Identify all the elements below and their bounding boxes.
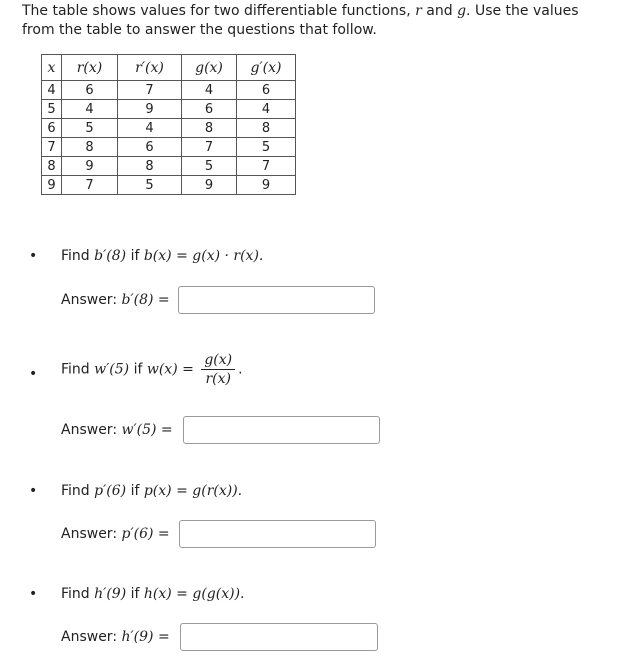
table-cell: 9 bbox=[62, 157, 118, 176]
table-cell: 9 bbox=[237, 176, 296, 195]
question-2 bbox=[61, 351, 243, 388]
intro-text-2: . Use the values from the table to answer the questions that follow. bbox=[22, 3, 579, 38]
definition-rhs: g(x) · r(x). bbox=[192, 248, 264, 264]
bullet-3: • bbox=[29, 483, 38, 499]
definition-lhs: h(x) bbox=[143, 586, 172, 602]
fraction-numerator: g(x) bbox=[201, 351, 235, 370]
answer-label-2 bbox=[61, 422, 173, 438]
if-label: if bbox=[126, 248, 144, 264]
definition-rhs: g(r(x)). bbox=[192, 483, 243, 499]
header-g-prime: g′(x) bbox=[237, 55, 296, 81]
instructions-text bbox=[22, 2, 602, 40]
find-label: Find bbox=[61, 586, 95, 602]
answer-expr: p′(6) bbox=[121, 526, 154, 542]
definition-rhs: g(g(x)). bbox=[192, 586, 245, 602]
intro-g: g bbox=[457, 3, 467, 19]
table-cell: 4 bbox=[237, 100, 296, 119]
table-cell: 4 bbox=[62, 100, 118, 119]
table-row bbox=[42, 119, 296, 138]
answer-expr: h′(9) bbox=[121, 629, 154, 645]
bullet-2: • bbox=[29, 366, 38, 382]
question-target: p′(6) bbox=[94, 483, 127, 499]
table-cell: 8 bbox=[237, 119, 296, 138]
table-cell: 4 bbox=[182, 81, 237, 100]
question-target: h′(9) bbox=[94, 586, 127, 602]
definition-lhs: p(x) bbox=[143, 483, 172, 499]
table-cell: 8 bbox=[182, 119, 237, 138]
table-cell: 5 bbox=[62, 119, 118, 138]
question-target: b′(8) bbox=[94, 248, 127, 264]
equals-sign: = bbox=[171, 483, 193, 499]
table-row bbox=[42, 138, 296, 157]
table-row bbox=[42, 100, 296, 119]
values-table bbox=[41, 54, 296, 195]
bullet-4: • bbox=[29, 586, 38, 602]
header-r-prime: r′(x) bbox=[118, 55, 182, 81]
table-cell: 7 bbox=[237, 157, 296, 176]
find-label: Find bbox=[61, 483, 95, 499]
answer-expr: b′(8) bbox=[121, 292, 154, 308]
bullet-1: • bbox=[29, 248, 38, 264]
table-cell: 7 bbox=[62, 176, 118, 195]
equals-sign: = bbox=[177, 361, 199, 378]
fraction-denominator: r(x) bbox=[205, 371, 231, 387]
question-3 bbox=[61, 483, 242, 499]
table-cell: 5 bbox=[182, 157, 237, 176]
if-label: if bbox=[129, 361, 147, 378]
header-r: r(x) bbox=[62, 55, 118, 81]
answer-label: Answer: bbox=[61, 526, 122, 542]
answer-label-3 bbox=[61, 526, 170, 542]
find-label: Find bbox=[61, 248, 95, 264]
table-cell: 6 bbox=[118, 138, 182, 157]
table-cell: 4 bbox=[42, 81, 62, 100]
equals-sign: = bbox=[171, 586, 193, 602]
header-g: g(x) bbox=[182, 55, 237, 81]
equals-sign: = bbox=[153, 526, 170, 542]
table-row bbox=[42, 81, 296, 100]
table-cell: 7 bbox=[182, 138, 237, 157]
if-label: if bbox=[126, 483, 144, 499]
table-header-row bbox=[42, 55, 296, 81]
answer-label: Answer: bbox=[61, 292, 122, 308]
table-cell: 5 bbox=[42, 100, 62, 119]
table-cell: 8 bbox=[42, 157, 62, 176]
question-1 bbox=[61, 248, 263, 264]
intro-text-1: The table shows values for two differentiable functions, bbox=[22, 3, 416, 19]
table-cell: 5 bbox=[237, 138, 296, 157]
table-cell: 8 bbox=[118, 157, 182, 176]
answer-input-1[interactable] bbox=[178, 286, 375, 314]
table-cell: 9 bbox=[182, 176, 237, 195]
definition-lhs: w(x) bbox=[146, 361, 178, 378]
table-cell: 6 bbox=[42, 119, 62, 138]
answer-input-4[interactable] bbox=[180, 623, 378, 651]
answer-label: Answer: bbox=[61, 629, 122, 645]
answer-label-1 bbox=[61, 292, 170, 308]
fraction bbox=[201, 351, 235, 388]
answer-expr: w′(5) bbox=[121, 422, 157, 438]
table-cell: 7 bbox=[118, 81, 182, 100]
period: . bbox=[238, 361, 243, 378]
table-row bbox=[42, 157, 296, 176]
intro-and: and bbox=[421, 3, 458, 19]
table-cell: 6 bbox=[237, 81, 296, 100]
answer-label: Answer: bbox=[61, 422, 122, 438]
equals-sign: = bbox=[153, 292, 170, 308]
table-cell: 5 bbox=[118, 176, 182, 195]
find-label: Find bbox=[61, 361, 95, 378]
question-target: w′(5) bbox=[94, 361, 130, 378]
answer-input-2[interactable] bbox=[183, 416, 380, 444]
equals-sign: = bbox=[156, 422, 173, 438]
if-label: if bbox=[126, 586, 144, 602]
question-4 bbox=[61, 586, 245, 602]
equals-sign: = bbox=[153, 629, 170, 645]
answer-input-3[interactable] bbox=[179, 520, 376, 548]
table-cell: 7 bbox=[42, 138, 62, 157]
table-cell: 4 bbox=[118, 119, 182, 138]
table-cell: 8 bbox=[62, 138, 118, 157]
header-x: x bbox=[42, 55, 62, 81]
answer-label-4 bbox=[61, 629, 170, 645]
definition-lhs: b(x) bbox=[143, 248, 172, 264]
table-cell: 6 bbox=[62, 81, 118, 100]
equals-sign: = bbox=[171, 248, 193, 264]
table-cell: 9 bbox=[118, 100, 182, 119]
intro-r: r bbox=[415, 3, 422, 19]
table-row bbox=[42, 176, 296, 195]
table-cell: 6 bbox=[182, 100, 237, 119]
table-cell: 9 bbox=[42, 176, 62, 195]
